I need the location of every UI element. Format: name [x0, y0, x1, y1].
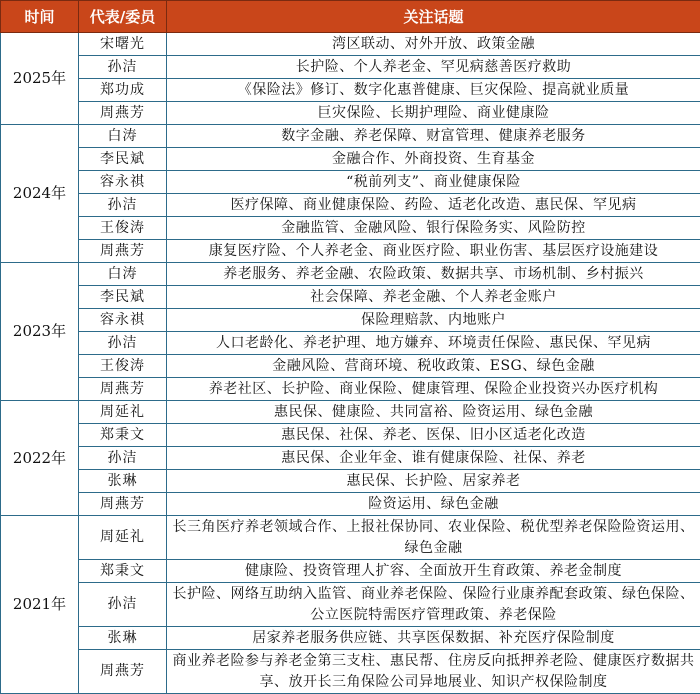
table-row — [1, 470, 700, 493]
rep-cell: 张琳 — [79, 627, 167, 650]
rep-cell: 宋曙光 — [79, 33, 167, 56]
topic-cell: 湾区联动、对外开放、政策金融 — [167, 33, 700, 56]
topic-cell: 金融合作、外商投资、生育基金 — [167, 148, 700, 171]
topic-cell: 惠民保、长护险、居家养老 — [167, 470, 700, 493]
rep-cell: 白涛 — [79, 125, 167, 148]
table-row — [1, 263, 700, 286]
topic-cell: 长三角医疗养老领域合作、上报社保协同、农业保险、税优型养老保险险资运用、绿色金融 — [167, 516, 700, 560]
rep-cell: 孙洁 — [79, 56, 167, 79]
rep-cell: 张琳 — [79, 470, 167, 493]
rep-cell: 容永祺 — [79, 171, 167, 194]
table-row — [1, 56, 700, 79]
topic-cell: 巨灾保险、长期护理险、商业健康险 — [167, 102, 700, 125]
topic-cell: 惠民保、健康险、共同富裕、险资运用、绿色金融 — [167, 401, 700, 424]
table-row — [1, 194, 700, 217]
rep-cell: 郑秉文 — [79, 424, 167, 447]
header-topic: 关注话题 — [167, 1, 700, 33]
topic-cell: 社会保障、养老金融、个人养老金账户 — [167, 286, 700, 309]
table-row — [1, 516, 700, 560]
topic-cell: 长护险、网络互助纳入监管、商业养老保险、保险行业康养配套政策、绿色保险、公立医院特需医疗管理政策、养老保险 — [167, 583, 700, 627]
topic-cell: 养老社区、长护险、商业保险、健康管理、保险企业投资兴办医疗机构 — [167, 378, 700, 401]
rep-cell: 王俊涛 — [79, 355, 167, 378]
year-cell: 2022年 — [1, 401, 79, 516]
topic-cell: 险资运用、绿色金融 — [167, 493, 700, 516]
rep-cell: 周燕芳 — [79, 650, 167, 694]
table-row — [1, 240, 700, 263]
topic-cell: 保险理赔款、内地账户 — [167, 309, 700, 332]
topic-cell: 居家养老服务供应链、共享医保数据、补充医疗保险制度 — [167, 627, 700, 650]
table-row — [1, 33, 700, 56]
rep-cell: 郑秉文 — [79, 560, 167, 583]
header-row — [1, 1, 700, 33]
table-row — [1, 583, 700, 627]
table-row — [1, 217, 700, 240]
table-row — [1, 309, 700, 332]
year-cell: 2023年 — [1, 263, 79, 401]
table-row — [1, 424, 700, 447]
rep-cell: 周燕芳 — [79, 378, 167, 401]
rep-cell: 王俊涛 — [79, 217, 167, 240]
header-rep: 代表/委员 — [79, 1, 167, 33]
table-header — [1, 1, 700, 33]
rep-cell: 孙洁 — [79, 583, 167, 627]
year-cell: 2021年 — [1, 516, 79, 694]
topic-cell: 《保险法》修订、数字化惠普健康、巨灾保险、提高就业质量 — [167, 79, 700, 102]
rep-cell: 孙洁 — [79, 194, 167, 217]
topic-cell: 养老服务、养老金融、农险政策、数据共享、市场机制、乡村振兴 — [167, 263, 700, 286]
rep-cell: 孙洁 — [79, 332, 167, 355]
table-row — [1, 378, 700, 401]
rep-cell: 李民斌 — [79, 148, 167, 171]
table-row — [1, 148, 700, 171]
topic-cell: 数字金融、养老保障、财富管理、健康养老服务 — [167, 125, 700, 148]
topic-cell: “税前列支”、商业健康保险 — [167, 171, 700, 194]
table-row — [1, 286, 700, 309]
table-row — [1, 332, 700, 355]
rep-cell: 孙洁 — [79, 447, 167, 470]
topic-cell: 惠民保、企业年金、谁有健康保险、社保、养老 — [167, 447, 700, 470]
year-cell: 2024年 — [1, 125, 79, 263]
table-row — [1, 355, 700, 378]
rep-cell: 周燕芳 — [79, 493, 167, 516]
topic-cell: 金融监管、金融风险、银行保险务实、风险防控 — [167, 217, 700, 240]
topic-cell: 康复医疗险、个人养老金、商业医疗险、职业伤害、基层医疗设施建设 — [167, 240, 700, 263]
table-row — [1, 560, 700, 583]
topic-cell: 金融风险、营商环境、税收政策、ESG、绿色金融 — [167, 355, 700, 378]
rep-cell: 白涛 — [79, 263, 167, 286]
table-row — [1, 401, 700, 424]
rep-cell: 容永祺 — [79, 309, 167, 332]
topic-cell: 医疗保障、商业健康保险、药险、适老化改造、惠民保、罕见病 — [167, 194, 700, 217]
rep-cell: 郑功成 — [79, 79, 167, 102]
header-year: 时间 — [1, 1, 79, 33]
table-row — [1, 650, 700, 694]
table-body — [1, 33, 700, 694]
year-cell: 2025年 — [1, 33, 79, 125]
table-row — [1, 493, 700, 516]
table-row — [1, 627, 700, 650]
table-row — [1, 102, 700, 125]
topic-cell: 商业养老险参与养老金第三支柱、惠民帮、住房反向抵押养老险、健康医疗数据共享、放开长三角保险公司异地展业、知识产权保险制度 — [167, 650, 700, 694]
topic-cell: 长护险、个人养老金、罕见病慈善医疗救助 — [167, 56, 700, 79]
topic-cell: 人口老龄化、养老护理、地方嫌弃、环境责任保险、惠民保、罕见病 — [167, 332, 700, 355]
rep-cell: 周延礼 — [79, 401, 167, 424]
topic-cell: 惠民保、社保、养老、医保、旧小区适老化改造 — [167, 424, 700, 447]
table-row — [1, 447, 700, 470]
table-row — [1, 171, 700, 194]
rep-cell: 周燕芳 — [79, 102, 167, 125]
rep-cell: 周延礼 — [79, 516, 167, 560]
rep-cell: 周燕芳 — [79, 240, 167, 263]
topic-cell: 健康险、投资管理人扩容、全面放开生育政策、养老金制度 — [167, 560, 700, 583]
table-row — [1, 125, 700, 148]
rep-cell: 李民斌 — [79, 286, 167, 309]
table-row — [1, 79, 700, 102]
